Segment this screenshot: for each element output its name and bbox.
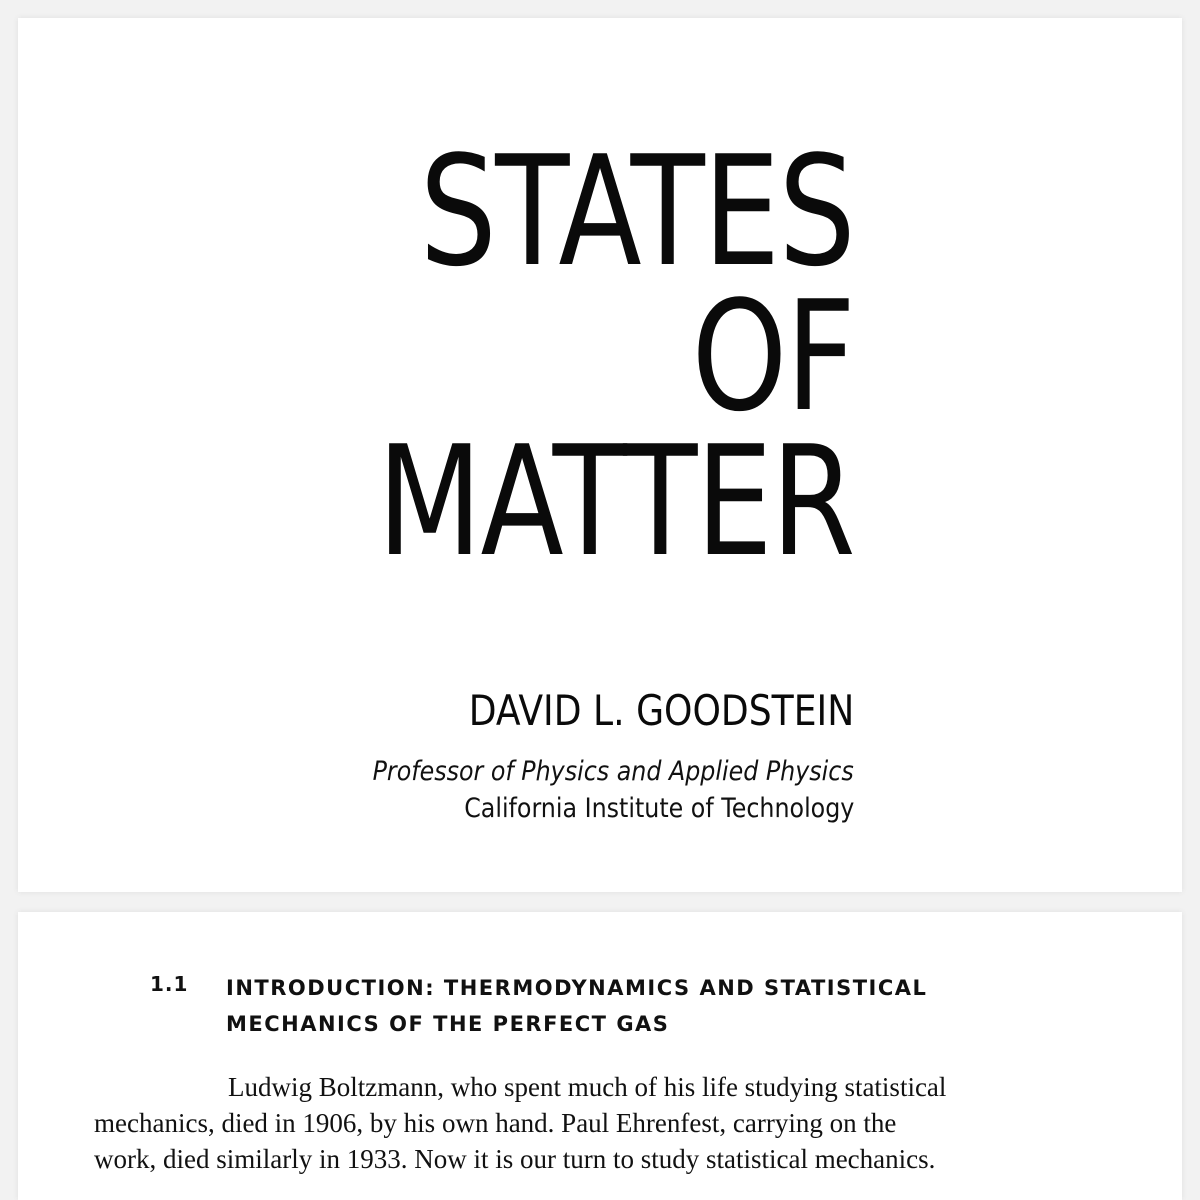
- author-position: Professor of Physics and Applied Physics: [372, 756, 854, 787]
- section-title: INTRODUCTION: THERMODYNAMICS AND STATISTICAL MECHANICS OF THE PERFECT GAS: [226, 976, 928, 1036]
- book-title-line-2: OF: [691, 268, 854, 445]
- section-number: 1.1: [150, 972, 189, 996]
- author-name: DAVID L. GOODSTEIN: [468, 686, 854, 735]
- chapter-excerpt: [18, 912, 1182, 1200]
- paragraph-line-1: Ludwig Boltzmann, who spent much of his life studying statistical: [228, 1072, 947, 1102]
- book-title-line-1: STATES: [419, 123, 854, 300]
- book-title-line-3: MATTER: [377, 413, 854, 590]
- paragraph-line-2: mechanics, died in 1906, by his own hand. Paul Ehrenfest, carrying on the: [94, 1108, 897, 1138]
- author-institution: California Institute of Technology: [463, 793, 854, 824]
- paragraph-line-3: work, died similarly in 1933. Now it is our turn to study statistical mechanics.: [94, 1144, 936, 1174]
- title-page: [18, 18, 1182, 892]
